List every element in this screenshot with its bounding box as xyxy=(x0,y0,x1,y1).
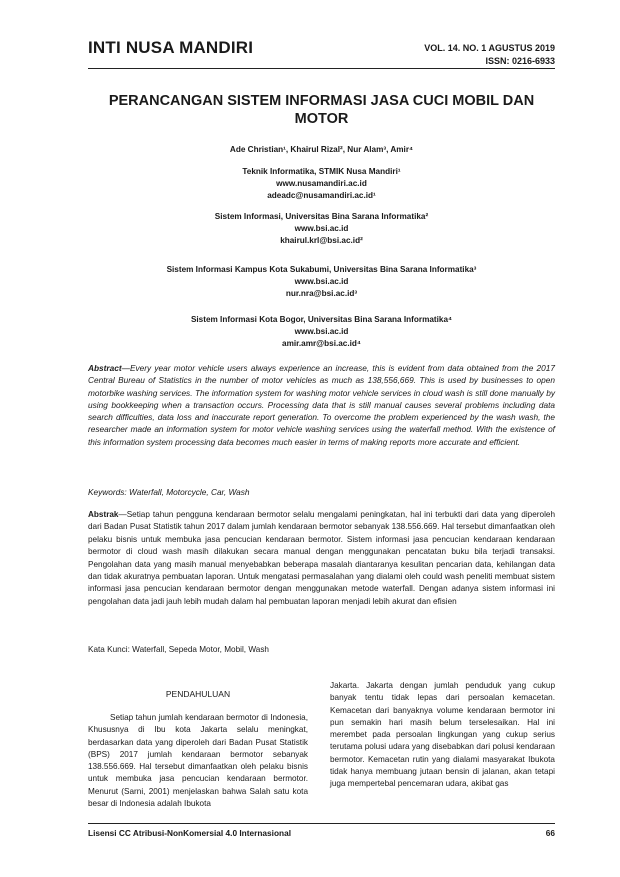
affiliation-website[interactable]: www.bsi.ac.id xyxy=(294,327,349,336)
intro-right-column xyxy=(330,680,555,791)
kata-kunci: Kata Kunci: Waterfall, Sepeda Motor, Mobil, Wash xyxy=(88,645,269,654)
abstract-text: —Every year motor vehicle users always experience an increase, this is evident from data obtained from the 2017 Central Bureau of Statistics in the number of motor vehicles as much as 138,556,669. This is used by businesses to open motorbike washing services. The information system for washing motor vehicle services in cloud wash is still done manually by using bookkeeping when a transaction occurs. Processing data that is still manual causes several problems including data search difficulties, data loss and inaccurate report generation. To overcome the problem experienced by the wash wash, the researcher made an information system for motor vehicle washing services using the waterfall method. With the existence of this information system processing data becomes much easier in terms of making reports more accurate and efficient. xyxy=(88,363,555,447)
page-number: 66 xyxy=(545,828,555,838)
issn: ISSN: 0216-6933 xyxy=(485,56,555,66)
abstract-indonesian xyxy=(88,509,555,608)
affiliation-email[interactable]: khairul.krl@bsi.ac.id² xyxy=(280,236,363,245)
intro-left-column xyxy=(88,689,308,810)
affiliation-institution: Sistem Informasi Kota Bogor, Universitas Bina Sarana Informatika⁴ xyxy=(190,315,453,324)
affiliation-institution: Sistem Informasi Kampus Kota Sukabumi, Universitas Bina Sarana Informatika³ xyxy=(166,265,477,274)
abstrak-text: —Setiap tahun pengguna kendaraan bermotor selalu mengalami peningkatan, hal ini terbukti dari data yang diperoleh dari Badan Pusat Statistik tahun 2017 dalam jumlah kendaraan bermotor sebanyak 138.556.669. Hal tersebut dimanfaatkan oleh pelaku bisnis untuk membuka jasa pencucian kendaraan bermotor. Sistem informasi jasa pencucian kendaraan kendaraan bermotor di cloud wash masih dilakukan secara manual dengan menggunakan pencatatan buku bila terjadi transaksi. Pengolahan data yang masih manual menyebabkan beberapa masalah diantaranya kesulitan pencarian data, kehilangan data dan tidak akuratnya pembuatan laporan. Untuk mengatasi permasalahan yang dialami oleh could wash peneliti membuat sistem informasi jasa pencucian kendaraan bermotor dengan menggunakan metode waterfall. Dengan adanya sistem informasi ini pengolahan data jadi jauh lebih mudah dalam hal pembuatan laporan menjadi lebih akurat dan efisien xyxy=(88,510,555,606)
affiliation-1 xyxy=(88,166,555,202)
abstract-english xyxy=(88,362,555,448)
intro-paragraph: Setiap tahun jumlah kendaraan bermotor di Indonesia, Khususnya di Ibu kota Jakarta selalu meningkat, berdasarkan data yang diperoleh dari Badan Pusat Statistik (BPS) 2017 jumlah kendaraan bermotor sebanyak 138.556.669. Hal tersebut dimanfaatkan oleh pelaku bisnis untuk membuka jasa pencucian kendaraan bermotor. Menurut (Sarni, 2001) menjelaskan bahwa Salah satu kota besar di Indonesia adalah Ibukota xyxy=(88,713,308,809)
affiliation-institution: Teknik Informatika, STMIK Nusa Mandiri¹ xyxy=(242,167,401,176)
abstrak-label: Abstrak xyxy=(88,510,119,519)
keywords: Keywords: Waterfall, Motorcycle, Car, Wash xyxy=(88,487,250,497)
header-rule xyxy=(88,68,555,69)
affiliation-website[interactable]: www.bsi.ac.id xyxy=(294,224,349,233)
affiliation-website[interactable]: www.bsi.ac.id xyxy=(294,277,349,286)
abstract-label: Abstract xyxy=(88,363,122,373)
paper-title: PERANCANGAN SISTEM INFORMASI JASA CUCI MOBIL DAN MOTOR xyxy=(108,93,535,127)
affiliation-4 xyxy=(88,314,555,350)
authors: Ade Christian¹, Khairul Rizal², Nur Alam³, Amir⁴ xyxy=(229,145,414,154)
affiliation-email[interactable]: nur.nra@bsi.ac.id³ xyxy=(285,289,358,298)
affiliation-3 xyxy=(88,264,555,300)
license-text: Lisensi CC Atribusi-NonKomersial 4.0 Internasional xyxy=(88,828,292,838)
journal-name: INTI NUSA MANDIRI xyxy=(88,38,254,57)
affiliation-institution: Sistem Informasi, Universitas Bina Sarana Informatika² xyxy=(214,212,429,221)
affiliation-email[interactable]: amir.amr@bsi.ac.id⁴ xyxy=(282,339,361,348)
volume-info: VOL. 14. NO. 1 AGUSTUS 2019 xyxy=(424,43,555,53)
intro-paragraph-continued: Jakarta. Jakarta dengan jumlah penduduk yang cukup banyak tentu tidak lepas dari persoalan kemacetan. Kemacetan dari banyaknya volume kendaraan bermotor ini pun semakin hari masih belum terselesaikan. Hal ini merembet pada persoalan lingkungan yang cukup serius terutama polusi udara yang disebabkan dari polusi kendaraan bermotor. Kemacetan rutin yang dialami masyarakat Ibukota tidak hanya membuang jutaan bensin di jalanan, akan tetapi juga mempertebal pencemaran udara, akibat gas xyxy=(330,681,555,789)
affiliation-website[interactable]: www.nusamandiri.ac.id xyxy=(276,179,367,188)
affiliation-email[interactable]: adeadc@nusamandiri.ac.id¹ xyxy=(267,191,376,200)
affiliation-2 xyxy=(88,211,555,247)
section-heading: PENDAHULUAN xyxy=(165,689,231,699)
footer-rule xyxy=(88,823,555,824)
